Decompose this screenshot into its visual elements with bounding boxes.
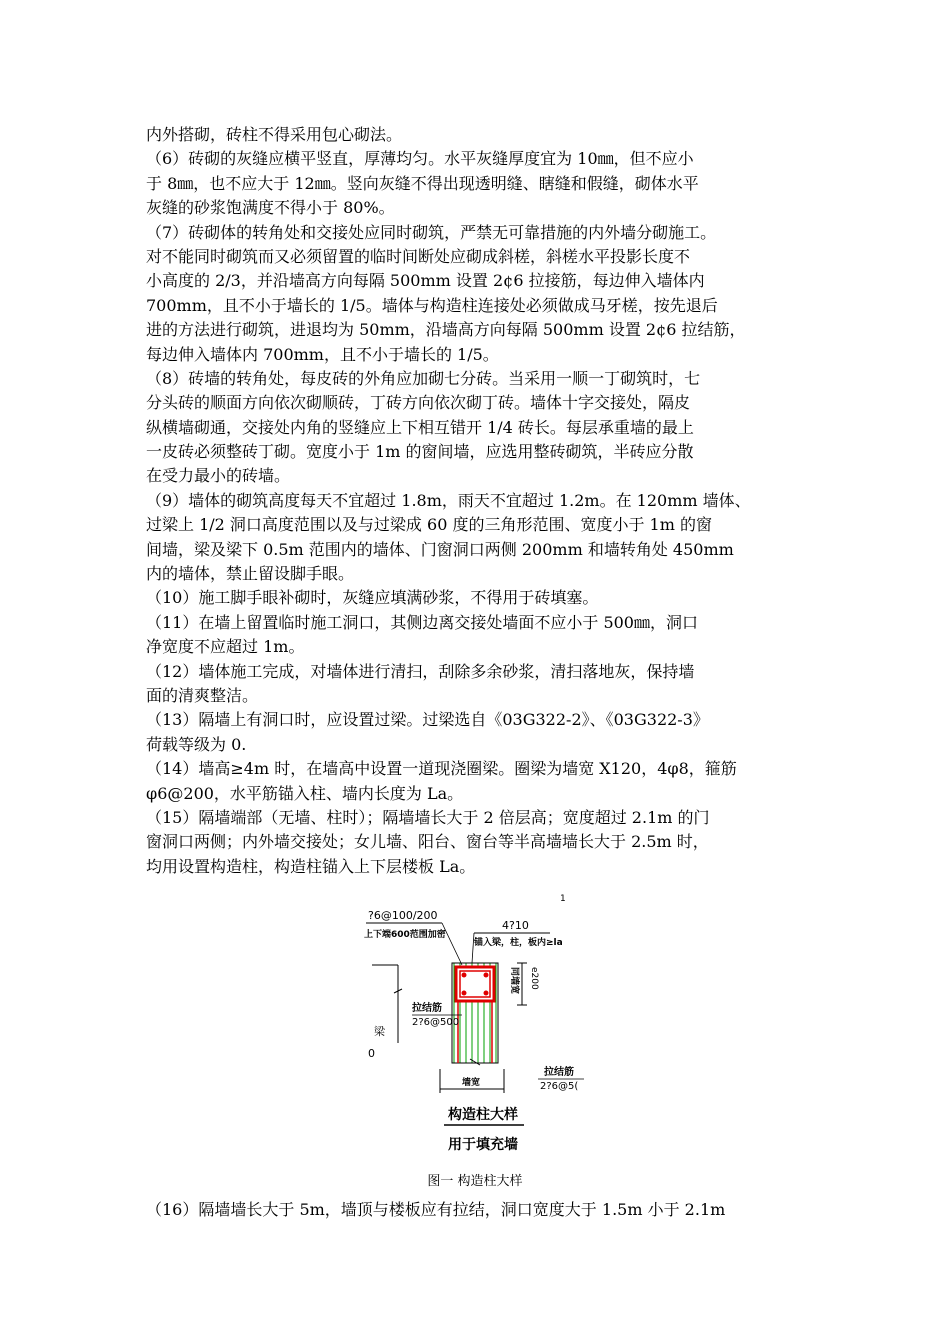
text-line: （15）隔墙端部（无墙、柱时）；隔墙墙长大于 2 倍层高；宽度超过 2.1m 的门 [146,807,710,827]
text-line: 小高度的 2/3，并沿墙高方向每隔 500mm 设置 2¢6 拉接筋，每边伸入墙体内 [146,271,705,291]
tie-label: 拉结筋 [412,1003,442,1014]
rebar-bar [484,973,489,978]
rebar-bar [462,991,467,996]
text-line: （9）墙体的砌筑高度每天不宜超过 1.8m，雨天不宜超过 1.2m。在 120mm 墙体、 [146,490,751,510]
column-detail-drawing [362,893,592,1163]
text-line: φ6@200，水平筋锚入柱、墙内长度为 La。 [146,783,464,803]
text-line: 内外搭砌，砖柱不得采用包心砌法。 [146,125,403,144]
rebar-cage [456,967,494,1001]
text-line: 荷载等级为 0. [146,734,247,754]
wall-width-label: 墙宽 [462,1078,481,1088]
text-line: 进的方法进行砌筑，进退均为 50mm，沿墙高方向每隔 500mm 设置 2¢6 拉结筋， [146,320,746,340]
tie-label-right: 拉结筋 [544,1067,574,1078]
text-line: 对不能同时砌筑而又必须留置的临时间断处应砌成斜槎，斜槎水平投影长度不 [146,246,691,266]
text-line: 过梁上 1/2 洞口高度范围以及与过梁成 60 度的三角形范围、宽度小于 1m 的窗 [146,515,712,535]
text-line: 均用设置构造柱，构造柱锚入上下层楼板 La。 [146,856,476,876]
beam-label: 梁 [374,1025,385,1038]
text-line: 内的墙体，禁止留设脚手眼。 [146,564,355,584]
text-line: （16）隔墙墙长大于 5m，墙顶与楼板应有拉结，洞口宽度大于 1.5m 小于 2.1m [146,1200,726,1219]
text-line: （10）施工脚手眼补砌时，灰缝应填满砂浆，不得用于砖填塞。 [146,588,599,608]
text-line: 窗洞口两侧；内外墙交接处；女儿墙、阳台、窗台等半高墙墙长大于 2.5m 时， [146,832,709,852]
text-line: （7）砖砌体的转角处和交接处应同时砌筑，严禁无可靠措施的内外墙分砌施工。 [146,222,717,242]
text-line: 面的清爽整洁。 [146,685,259,705]
body-text [146,123,826,879]
text-line: 净宽度不应超过 1m。 [146,637,305,657]
tie-spacing: 2?6@500 [412,1017,460,1028]
text-line: 于 8㎜，也不应大于 12㎜。竖向灰缝不得出现透明缝、瞎缝和假缝，砌体水平 [146,173,699,193]
rebar-bar [484,991,489,996]
text-line: （6）砖砌的灰缝应横平竖直，厚薄均匀。水平灰缝厚度宜为 10㎜，但不应小 [146,149,694,169]
detail-subtitle: 用于填充墙 [448,1137,518,1153]
wall-spacing-label-2: e200 [529,967,539,990]
detail-title: 构造柱大样 [448,1107,518,1123]
figure-caption: 图一 构造柱大样 [427,1174,523,1189]
text-line: 每边伸入墙体内 700mm，且不小于墙长的 1/5。 [146,344,499,364]
anchor-label: 锚入梁，柱，板内≥la [474,938,563,948]
text-line: 700mm，且不小于墙长的 1/5。墙体与构造柱连接处必须做成马牙槎，按先退后 [146,295,718,315]
text-line: 一皮砖必须整砖丁砌。宽度小于 1m 的窗间墙，应选用整砖砌筑，半砖应分散 [146,442,694,462]
tie-spacing-right: 2?6@5( [540,1081,579,1092]
zero-label: 0 [368,1047,375,1060]
text-line: （8）砖墙的转角处，每皮砖的外角应加砌七分砖。当采用一顺一丁砌筑时，七 [146,368,701,388]
stirrup-label: ?6@100/200 [368,909,438,922]
dense-zone-label: 上下端600范围加密 [364,930,446,940]
dense-zone-leader [442,923,462,965]
rebar-bar [462,973,467,978]
text-line: 在受力最小的砖墙。 [146,466,291,486]
text-line: 分头砖的顺面方向依次砌顺砖，丁砖方向依次砌丁砖。墙体十字交接处，隔皮 [146,393,691,413]
text-line: 间墙，梁及梁下 0.5m 范围内的墙体、门窗洞口两侧 200mm 和墙转角处 450mm [146,539,734,559]
main-bars-leader [472,933,474,963]
top-mark: 1 [560,894,566,904]
text-line: （11）在墙上留置临时施工洞口，其侧边离交接处墙面不应小于 500㎜，洞口 [146,612,698,632]
text-line: （14）墙高≥4m 时，在墙高中设置一道现浇圈梁。圈梁为墙宽 X120，4φ8，箍筋 [146,759,737,779]
main-bars-label: 4?10 [502,919,529,932]
text-line: （12）墙体施工完成，对墙体进行清扫，刮除多余砂浆，清扫落地灰，保持墙 [146,661,695,681]
text-line: 灰缝的砂浆饱满度不得小于 80%。 [146,198,395,218]
wall-spacing-label: 同墙宽 [509,967,519,995]
text-line: 纵横墙砌通，交接处内角的竖缝应上下相互错开 1/4 砖长。每层承重墙的最上 [146,417,694,437]
text-line: （13）隔墙上有洞口时，应设置过梁。过梁选自《03G322-2》、《03G322-3》 [146,710,709,730]
